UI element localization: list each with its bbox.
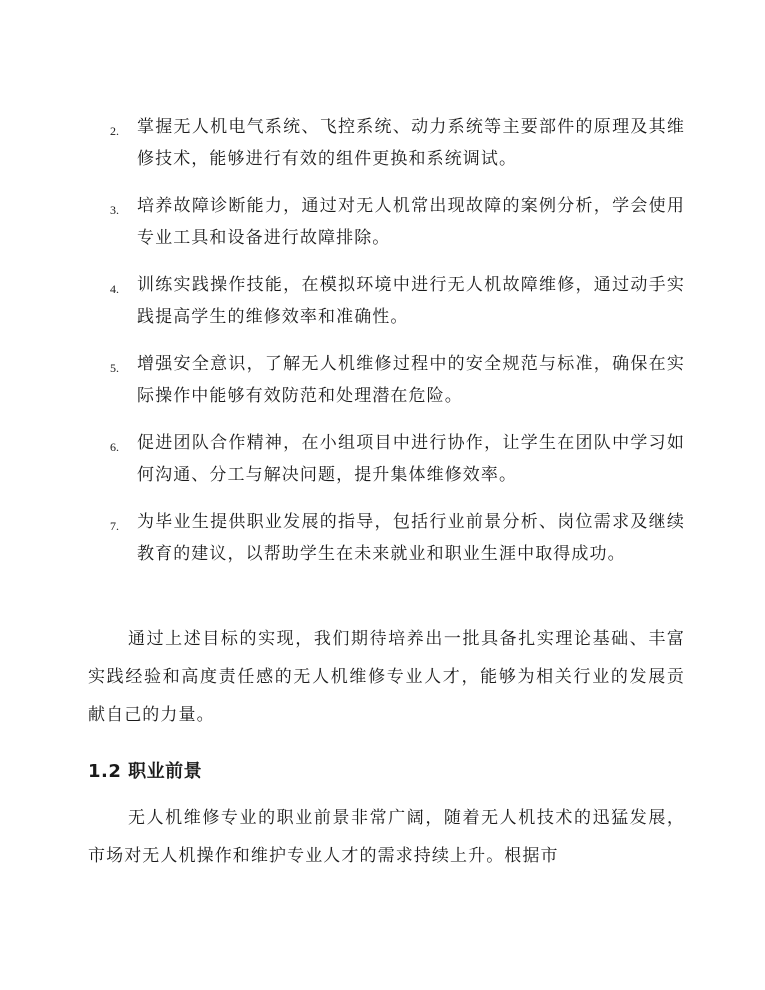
section-paragraph: 无人机维修专业的职业前景非常广阔，随着无人机技术的迅猛发展，市场对无人机操作和维护专业人才的需求持续上升。根据市 — [88, 808, 685, 866]
list-item-number: 3. — [110, 203, 119, 217]
list-item-text: 培养故障诊断能力，通过对无人机常出现故障的案例分析，学会使用专业工具和设备进行故障排除。 — [137, 196, 685, 248]
list-item-number: 7. — [110, 519, 119, 533]
list-item — [110, 111, 685, 175]
list-item-number: 4. — [110, 282, 119, 296]
list-item-text: 训练实践操作技能，在模拟环境中进行无人机故障维修，通过动手实践提高学生的维修效率和准确性。 — [137, 275, 685, 327]
objectives-list — [110, 111, 685, 585]
list-item-number: 5. — [110, 361, 119, 375]
list-item — [110, 427, 685, 491]
list-item-text: 为毕业生提供职业发展的指导，包括行业前景分析、岗位需求及继续教育的建议，以帮助学生在未来就业和职业生涯中取得成功。 — [137, 512, 685, 564]
list-item-text: 促进团队合作精神，在小组项目中进行协作，让学生在团队中学习如何沟通、分工与解决问题，提升集体维修效率。 — [137, 433, 685, 485]
list-item — [110, 348, 685, 412]
list-item-text: 增强安全意识，了解无人机维修过程中的安全规范与标准，确保在实际操作中能够有效防范和处理潜在危险。 — [137, 354, 685, 406]
section-heading: 1.2 职业前景 — [88, 761, 203, 782]
list-item — [110, 190, 685, 254]
list-item — [110, 269, 685, 333]
list-item-number: 6. — [110, 440, 119, 454]
summary-paragraph: 通过上述目标的实现，我们期待培养出一批具备扎实理论基础、丰富实践经验和高度责任感的无人机维修专业人才，能够为相关行业的发展贡献自己的力量。 — [88, 629, 685, 725]
list-item — [110, 506, 685, 570]
list-item-number: 2. — [110, 124, 119, 138]
list-item-text: 掌握无人机电气系统、飞控系统、动力系统等主要部件的原理及其维修技术，能够进行有效的组件更换和系统调试。 — [137, 117, 685, 169]
